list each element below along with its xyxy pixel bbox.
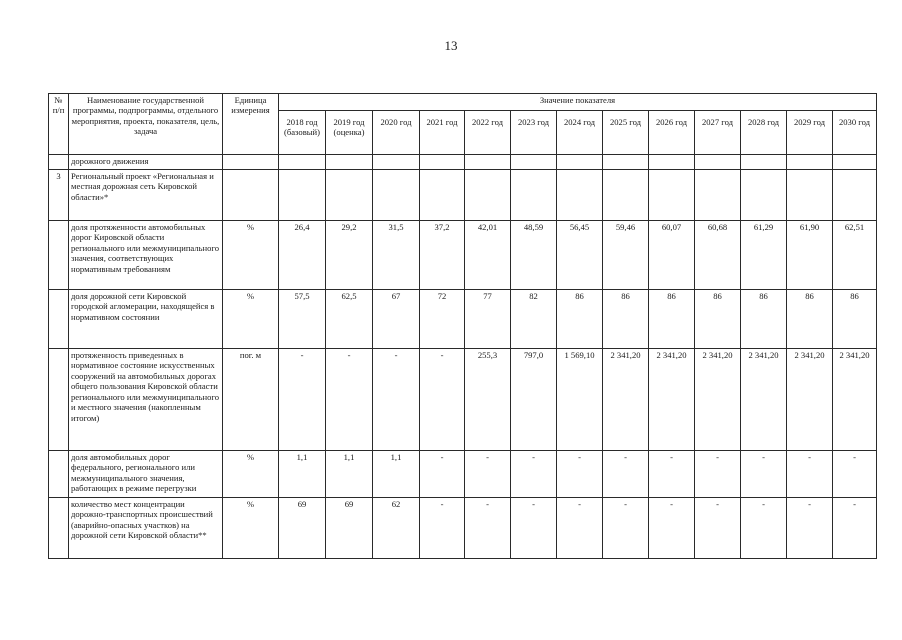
row-value-cell: - xyxy=(420,451,465,498)
row-value-cell xyxy=(603,155,649,170)
row-value-cell: 72 xyxy=(420,290,465,349)
row-unit-cell xyxy=(223,155,279,170)
row-value-cell xyxy=(833,170,877,221)
header-year: 2022 год xyxy=(465,111,511,155)
table-row xyxy=(49,155,877,170)
row-value-cell xyxy=(695,170,741,221)
row-value-cell: 2 341,20 xyxy=(695,349,741,451)
header-year: 2026 год xyxy=(649,111,695,155)
row-value-cell: 86 xyxy=(695,290,741,349)
row-value-cell: - xyxy=(833,498,877,559)
row-value-cell: - xyxy=(557,498,603,559)
row-value-cell xyxy=(787,170,833,221)
header-year: 2018 год (базовый) xyxy=(279,111,326,155)
row-value-cell: - xyxy=(741,451,787,498)
row-value-cell: - xyxy=(695,451,741,498)
row-value-cell xyxy=(326,170,373,221)
row-value-cell xyxy=(373,155,420,170)
row-value-cell xyxy=(787,155,833,170)
header-year: 2025 год xyxy=(603,111,649,155)
page-number: 13 xyxy=(444,38,458,53)
row-value-cell: 62,51 xyxy=(833,221,877,290)
row-value-cell: 56,45 xyxy=(557,221,603,290)
row-value-cell xyxy=(420,170,465,221)
table-row xyxy=(49,349,877,451)
table-row xyxy=(49,290,877,349)
row-value-cell: 1 569,10 xyxy=(557,349,603,451)
row-value-cell: 2 341,20 xyxy=(833,349,877,451)
header-year: 2021 год xyxy=(420,111,465,155)
row-value-cell xyxy=(373,170,420,221)
row-value-cell: 57,5 xyxy=(279,290,326,349)
row-value-cell: 255,3 xyxy=(465,349,511,451)
row-value-cell: - xyxy=(787,451,833,498)
row-value-cell: 67 xyxy=(373,290,420,349)
table-row xyxy=(49,221,877,290)
row-value-cell xyxy=(649,170,695,221)
table-row xyxy=(49,170,877,221)
row-value-cell: - xyxy=(741,498,787,559)
row-value-cell xyxy=(279,170,326,221)
row-value-cell: - xyxy=(833,451,877,498)
row-value-cell: 61,90 xyxy=(787,221,833,290)
row-unit-cell: % xyxy=(223,451,279,498)
row-value-cell: 86 xyxy=(787,290,833,349)
row-value-cell xyxy=(420,155,465,170)
header-number: № п/п xyxy=(49,94,69,155)
row-name-cell: дорожного движения xyxy=(69,155,223,170)
row-name-cell: количество мест концентрации дорожно-транспортных происшествий (аварийно-опасных участков) на дорожной сети Кировской области** xyxy=(69,498,223,559)
row-value-cell: 60,07 xyxy=(649,221,695,290)
row-value-cell: 1,1 xyxy=(326,451,373,498)
row-value-cell: 2 341,20 xyxy=(603,349,649,451)
row-value-cell: 37,2 xyxy=(420,221,465,290)
row-value-cell: - xyxy=(420,349,465,451)
header-year: 2023 год xyxy=(511,111,557,155)
row-value-cell xyxy=(326,155,373,170)
row-value-cell xyxy=(649,155,695,170)
row-number-cell xyxy=(49,498,69,559)
row-number-cell xyxy=(49,349,69,451)
row-value-cell: - xyxy=(279,349,326,451)
row-value-cell: 2 341,20 xyxy=(787,349,833,451)
row-value-cell: 69 xyxy=(326,498,373,559)
row-number-cell xyxy=(49,221,69,290)
row-number-cell xyxy=(49,451,69,498)
row-name-cell: Региональный проект «Региональная и местная дорожная сеть Кировской области»* xyxy=(69,170,223,221)
row-value-cell: 59,46 xyxy=(603,221,649,290)
row-value-cell: 69 xyxy=(279,498,326,559)
header-year: 2027 год xyxy=(695,111,741,155)
row-value-cell: 60,68 xyxy=(695,221,741,290)
row-name-cell: доля дорожной сети Кировской городской агломерации, находящейся в нормативном состоянии xyxy=(69,290,223,349)
row-unit-cell xyxy=(223,170,279,221)
header-year: 2030 год xyxy=(833,111,877,155)
row-name-cell: протяженность приведенных в нормативное состояние искусственных сооружений на автомобильных дорогах общего пользования Кировской области регионального или межмуниципального и местного значения (накопленным итогом) xyxy=(69,349,223,451)
row-value-cell: - xyxy=(465,451,511,498)
row-value-cell: 62,5 xyxy=(326,290,373,349)
row-value-cell xyxy=(511,170,557,221)
row-value-cell: - xyxy=(511,451,557,498)
row-unit-cell: % xyxy=(223,290,279,349)
row-value-cell xyxy=(557,170,603,221)
row-value-cell: 797,0 xyxy=(511,349,557,451)
header-year: 2019 год (оценка) xyxy=(326,111,373,155)
row-number-cell xyxy=(49,155,69,170)
row-value-cell: 2 341,20 xyxy=(741,349,787,451)
row-value-cell xyxy=(511,155,557,170)
row-value-cell: - xyxy=(420,498,465,559)
row-value-cell: 82 xyxy=(511,290,557,349)
row-value-cell: - xyxy=(787,498,833,559)
row-value-cell: - xyxy=(603,451,649,498)
header-year: 2020 год xyxy=(373,111,420,155)
row-value-cell xyxy=(465,170,511,221)
header-year: 2029 год xyxy=(787,111,833,155)
row-value-cell: - xyxy=(511,498,557,559)
row-name-cell: доля протяженности автомобильных дорог Кировской области регионального или межмуниципального значения, соответствующих нормативным требованиям xyxy=(69,221,223,290)
indicators-table xyxy=(48,93,877,559)
row-value-cell xyxy=(465,155,511,170)
row-value-cell: 29,2 xyxy=(326,221,373,290)
row-value-cell: 86 xyxy=(603,290,649,349)
row-value-cell: 26,4 xyxy=(279,221,326,290)
row-value-cell: - xyxy=(649,498,695,559)
row-value-cell: - xyxy=(465,498,511,559)
row-value-cell: - xyxy=(603,498,649,559)
header-unit: Единица измерения xyxy=(223,94,279,155)
row-value-cell xyxy=(741,170,787,221)
header-name: Наименование государственной программы, подпрограммы, отдельного мероприятия, проекта, показателя, цель, задача xyxy=(69,94,223,155)
header-year: 2028 год xyxy=(741,111,787,155)
row-value-cell: 42,01 xyxy=(465,221,511,290)
row-value-cell: 1,1 xyxy=(373,451,420,498)
row-value-cell xyxy=(833,155,877,170)
row-value-cell xyxy=(741,155,787,170)
row-value-cell xyxy=(603,170,649,221)
row-unit-cell: пог. м xyxy=(223,349,279,451)
row-value-cell: 86 xyxy=(557,290,603,349)
row-value-cell: 31,5 xyxy=(373,221,420,290)
row-value-cell xyxy=(557,155,603,170)
row-value-cell: 62 xyxy=(373,498,420,559)
row-value-cell: 48,59 xyxy=(511,221,557,290)
row-value-cell: 86 xyxy=(741,290,787,349)
row-value-cell: - xyxy=(326,349,373,451)
row-value-cell: 2 341,20 xyxy=(649,349,695,451)
row-number-cell: 3 xyxy=(49,170,69,221)
row-value-cell: - xyxy=(649,451,695,498)
row-name-cell: доля автомобильных дорог федерального, регионального или межмуниципального значения, работающих в режиме перегрузки xyxy=(69,451,223,498)
header-values-group: Значение показателя xyxy=(279,94,877,111)
row-value-cell: - xyxy=(695,498,741,559)
row-value-cell: 1,1 xyxy=(279,451,326,498)
row-unit-cell: % xyxy=(223,221,279,290)
table-row xyxy=(49,451,877,498)
row-value-cell: 86 xyxy=(833,290,877,349)
header-year: 2024 год xyxy=(557,111,603,155)
row-value-cell: 86 xyxy=(649,290,695,349)
header-row-top xyxy=(49,94,877,111)
table-row xyxy=(49,498,877,559)
row-value-cell: - xyxy=(557,451,603,498)
row-value-cell: 61,29 xyxy=(741,221,787,290)
row-number-cell xyxy=(49,290,69,349)
row-value-cell xyxy=(695,155,741,170)
row-unit-cell: % xyxy=(223,498,279,559)
row-value-cell: 77 xyxy=(465,290,511,349)
row-value-cell xyxy=(279,155,326,170)
row-value-cell: - xyxy=(373,349,420,451)
